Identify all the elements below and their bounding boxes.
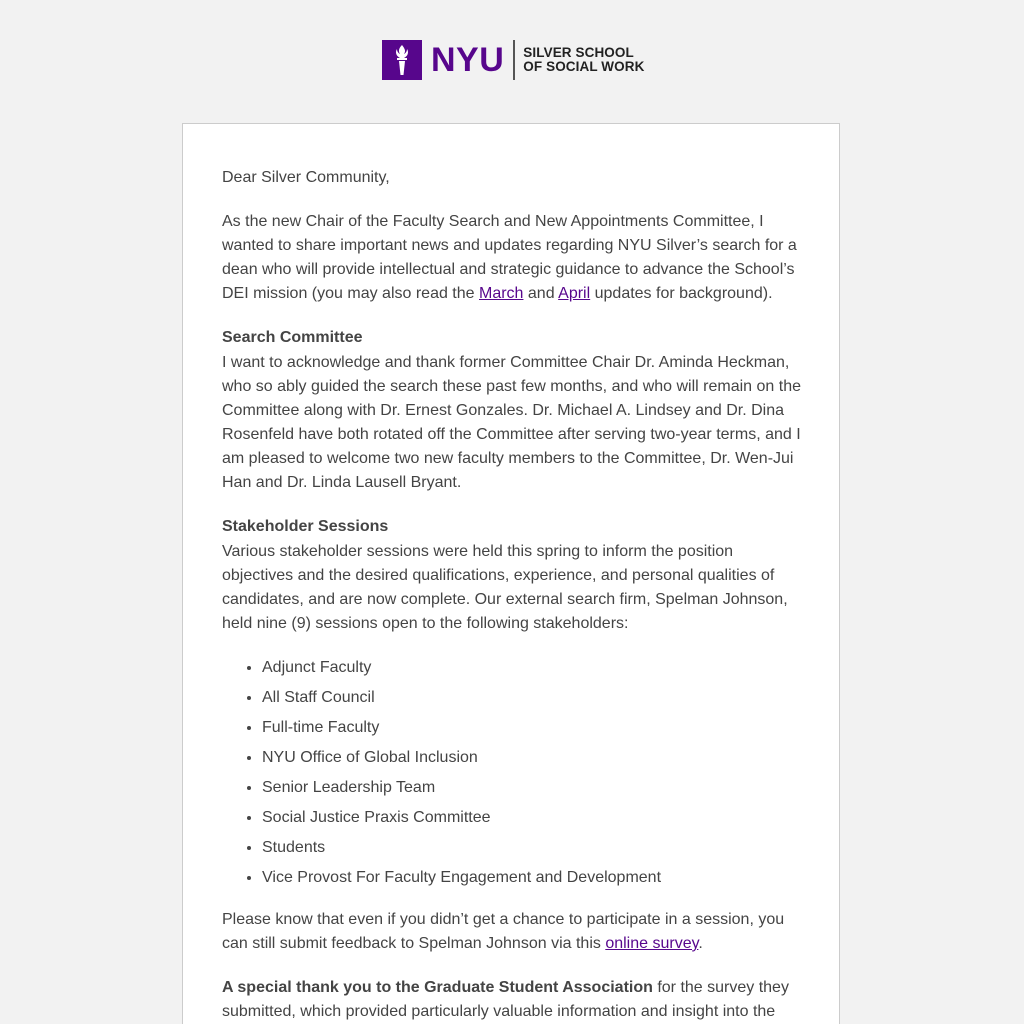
thanks-text: for the survey they submitted, which provided particularly valuable information and insight into the (222, 979, 789, 1020)
letter-content (222, 166, 802, 1024)
online-survey-link[interactable]: online survey (605, 935, 699, 952)
search-committee-section (222, 326, 802, 495)
intro-paragraph (222, 210, 802, 306)
feedback-paragraph (222, 908, 802, 956)
april-update-link[interactable]: April (558, 285, 591, 302)
search-committee-heading: Search Committee (222, 329, 363, 346)
stakeholder-list (222, 656, 802, 890)
list-item: • NYU Office of Global Inclusion (262, 746, 802, 770)
school-name-line1: SILVER SCHOOL (523, 45, 634, 60)
feedback-text-before: Please know that even if you didn’t get a chance to participate in a session, you can still submit feedback to Spelman Johnson via this (222, 911, 785, 952)
list-item: • Social Justice Praxis Committee (262, 806, 802, 830)
march-update-link[interactable]: March (479, 285, 524, 302)
stakeholder-sessions-heading: Stakeholder Sessions (222, 518, 389, 535)
list-item: • All Staff Council (262, 686, 802, 710)
intro-text-after: updates for background). (590, 285, 773, 302)
greeting: Dear Silver Community, (222, 169, 390, 186)
stakeholder-sessions-body: Various stakeholder sessions were held this spring to inform the position objectives and the desired qualifications, experience, and personal qualities of candidates, and are now complete. Our external search firm, Spelman Johnson, held nine (9) sessions open to the following stakeholders: (222, 543, 788, 632)
intro-text-and: and (523, 285, 559, 302)
school-name-line2: OF SOCIAL WORK (523, 59, 645, 74)
logo-divider (513, 40, 515, 80)
list-item: • Full-time Faculty (262, 716, 802, 740)
email-body-card (182, 123, 840, 1024)
list-item: • Vice Provost For Faculty Engagement and Development (262, 866, 802, 890)
stakeholder-sessions-section (222, 515, 802, 636)
list-item: • Adjunct Faculty (262, 656, 802, 680)
intro-text-before: As the new Chair of the Faculty Search and New Appointments Committee, I wanted to share important news and updates regarding NYU Silver’s search for a dean who will provide intellectual and strategic guidance to advance the School’s DEI mission (you may also read the (222, 213, 797, 302)
search-committee-body: I want to acknowledge and thank former Committee Chair Dr. Aminda Heckman, who so ably guided the search these past few months, and who will remain on the Committee along with Dr. Ernest Gonzales. Dr. Michael A. Lindsey and Dr. Dina Rosenfeld have both rotated off the Committee after serving two-year terms, and I am pleased to welcome two new faculty members to the Committee, Dr. Wen-Jui Han and Dr. Linda Lausell Bryant. (222, 354, 801, 491)
school-name (523, 46, 644, 74)
list-item: • Students (262, 836, 802, 860)
nyu-wordmark: NYU (431, 41, 505, 79)
nyu-silver-logo (382, 38, 644, 82)
thanks-paragraph (222, 976, 802, 1024)
feedback-text-after: . (698, 935, 703, 952)
list-item: • Senior Leadership Team (262, 776, 802, 800)
thanks-bold: A special thank you to the Graduate Student Association (222, 979, 653, 996)
torch-icon (382, 40, 422, 80)
